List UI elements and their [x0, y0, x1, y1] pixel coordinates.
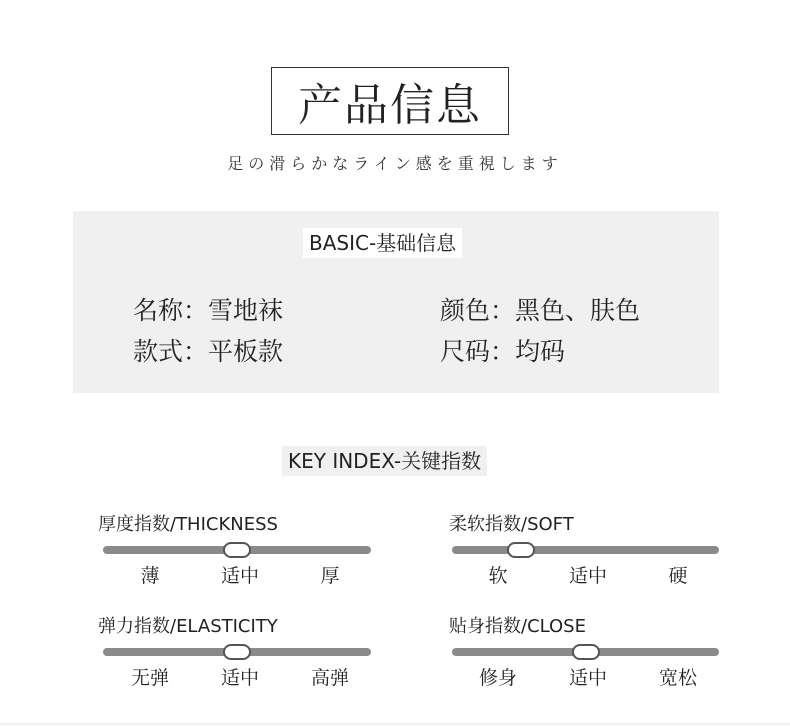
- thickness-tick-high: 厚: [320, 565, 340, 587]
- info-size: 尺码：均码: [440, 337, 566, 366]
- info-style: 款式：平板款: [133, 337, 284, 366]
- elasticity-tick-high: 高弹: [310, 667, 349, 689]
- close-tick-low: 修身: [478, 667, 517, 689]
- soft-tick-mid: 适中: [568, 565, 607, 587]
- close-title: 贴身指数/CLOSE: [449, 616, 586, 637]
- elasticity-tick-mid: 适中: [220, 667, 259, 689]
- close-tick-mid: 适中: [568, 667, 607, 689]
- elasticity-title: 弹力指数/ELASTICITY: [98, 616, 278, 637]
- elasticity-slider: [103, 648, 371, 656]
- soft-tick-high: 硬: [668, 565, 688, 587]
- elasticity-tick-low: 无弹: [130, 667, 169, 689]
- basic-section-label: BASIC-基础信息: [303, 228, 462, 258]
- close-slider: [452, 648, 719, 656]
- close-tick-high: 宽松: [658, 667, 697, 689]
- thickness-title: 厚度指数/THICKNESS: [98, 514, 278, 535]
- info-name: 名称：雪地袜: [133, 296, 284, 325]
- thickness-slider-knob: [223, 542, 251, 558]
- soft-title: 柔软指数/SOFT: [449, 514, 574, 535]
- elasticity-slider-knob: [223, 644, 251, 660]
- thickness-tick-low: 薄: [140, 565, 160, 587]
- page-title: 产品信息: [271, 67, 509, 135]
- page-subtitle: 足の滑らかなライン感を重視します: [227, 154, 563, 173]
- soft-slider: [452, 546, 719, 554]
- info-color: 颜色：黑色、肤色: [440, 296, 641, 325]
- thickness-slider: [103, 546, 371, 554]
- soft-tick-low: 软: [488, 565, 508, 587]
- bottom-decoration: [0, 716, 790, 726]
- close-slider-knob: [572, 644, 600, 660]
- key-index-section-label: KEY INDEX-关键指数: [282, 446, 487, 476]
- thickness-tick-mid: 适中: [220, 565, 259, 587]
- soft-slider-knob: [507, 542, 535, 558]
